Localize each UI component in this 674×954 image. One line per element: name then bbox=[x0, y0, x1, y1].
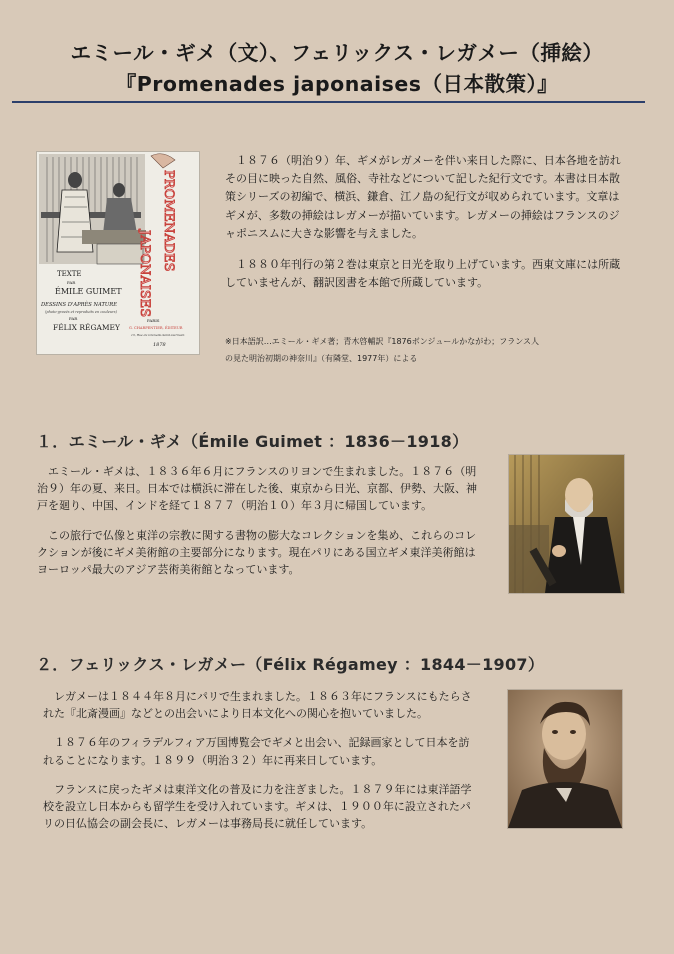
section2-heading-close: ） bbox=[527, 655, 545, 674]
svg-text:PROMENADES: PROMENADES bbox=[161, 170, 176, 272]
section2-body bbox=[43, 688, 473, 844]
section1-paragraph-2: この旅行で仏像と東洋の宗教に関する書物の膨大なコレクションを集め、これらのコレクションが後にギメ美術館の主要部分になります。現在パリにある国立ギメ東洋美術館はヨーロッパ最大のアジア芸術美術館となっています。 bbox=[37, 528, 477, 577]
intro-paragraph-1: １８７６（明治９）年、ギメがレガメーを伴い来日した際に、日本各地を訪れその目に映った自然、風俗、寺社などについて記した紀行文です。本書は日本散策シリーズの初編で、横浜、鎌倉、江ノ島の紀行文が収められています。文章はギメが、多数の挿絵はレガメーが描いています。レガメーの挿絵はフランスのジャポニスムに大きな影響を与えました。 bbox=[225, 154, 621, 240]
cover-texte: TEXTE bbox=[57, 270, 82, 278]
cover-par-1: PAR bbox=[67, 280, 76, 285]
felix-regamey-portrait bbox=[508, 690, 622, 828]
intro-text bbox=[225, 152, 624, 305]
section1-heading bbox=[36, 429, 468, 452]
cover-dessins-sub: (photo-gravés et reproduits en couleurs) bbox=[45, 310, 117, 314]
cover-dessins: DESSINS D'APRÈS NATURE bbox=[41, 302, 117, 308]
note-line-2: の見た明治初期の神奈川』（有隣堂、1977年）による bbox=[225, 354, 418, 363]
section2-paragraph-1: レガメーは１８４４年８月にパリで生まれました。１８６３年にフランスにもたらされた『北斎漫画』などとの出会いにより日本文化への関心を抱いていました。 bbox=[43, 690, 472, 721]
section1-heading-close: ） bbox=[452, 432, 469, 451]
book-cover-image bbox=[37, 152, 199, 354]
svg-text:JAPONAISES: JAPONAISES bbox=[137, 230, 152, 318]
section1-heading-jp: １．エミール・ギメ（ bbox=[36, 432, 199, 451]
cover-year: 1878 bbox=[153, 342, 166, 348]
title-divider bbox=[12, 101, 645, 103]
title-line-2: 『Promenades japonaises（日本散策）』 bbox=[115, 72, 559, 96]
cover-address: 13, Rue de Grenelle-Saint-Germain bbox=[131, 333, 185, 337]
cover-publisher: G. CHARPENTIER, ÉDITEUR bbox=[129, 326, 183, 330]
cover-city: PARIS bbox=[147, 318, 160, 323]
section2-heading-latin: Félix Régamey ：1844－1907 bbox=[262, 655, 528, 674]
cover-illustrator: FÉLIX RÉGAMEY bbox=[53, 323, 120, 332]
emile-guimet-portrait bbox=[509, 455, 624, 593]
section1-heading-latin: Émile Guimet ：1836－1918 bbox=[198, 432, 453, 451]
book-cover-illustration bbox=[37, 152, 199, 354]
cover-author: ÉMILE GUIMET bbox=[55, 287, 122, 296]
section2-heading-jp: ２．フェリックス・レガメー（ bbox=[36, 655, 263, 674]
intro-paragraph-2: １８８０年刊行の第２巻は東京と日光を取り上げています。西東文庫には所蔵していませんが、翻訳図書を本館で所蔵しています。 bbox=[225, 258, 621, 290]
note-line-1: ※日本語訳…エミール・ギメ著；青木啓輔訳『1876ボンジュールかながわ；フランス人 bbox=[225, 337, 539, 346]
section2-paragraph-2: １８７６年のフィラデルフィア万国博覧会でギメと出会い、記録画家として日本を訪れることになります。１８９９（明治３２）年に再来日しています。 bbox=[43, 736, 470, 767]
section1-body bbox=[37, 463, 483, 590]
section2-paragraph-3: フランスに戻ったギメは東洋文化の普及に力を注ぎました。１８７９年には東洋語学校を設立し日本からも留学生を受け入れています。ギメは、１９００年に設立されたパリの日仏協会の副会長に、レガメーは事務局長に就任しています。 bbox=[43, 782, 472, 831]
cover-par-2: PAR bbox=[69, 316, 78, 321]
section1-paragraph-1: エミール・ギメは、１８３６年６月にフランスのリヨンで生まれました。１８７６（明治９）年の夏、来日。日本では横浜に滞在した後、東京から日光、京都、伊勢、大阪、神戸を廻り、中国、インドを経て１８７７（明治１０）年３月に帰国しています。 bbox=[37, 465, 477, 513]
translation-note bbox=[225, 333, 645, 367]
title-line-1: エミール・ギメ（文）、フェリックス・レガメー（挿絵） bbox=[70, 41, 604, 65]
page-title bbox=[0, 38, 674, 100]
section2-heading bbox=[36, 652, 544, 675]
